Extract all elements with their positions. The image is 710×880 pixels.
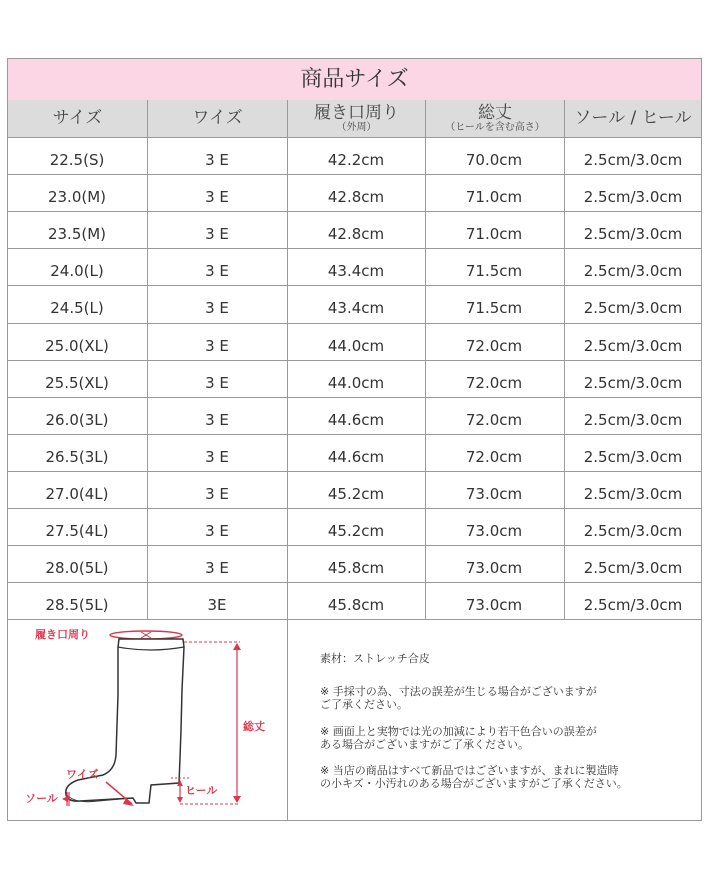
table-cell: 3 E bbox=[205, 151, 229, 169]
table-cell: 3 E bbox=[205, 522, 229, 540]
table-cell: 3 E bbox=[205, 262, 229, 280]
boot-diagram bbox=[8, 620, 286, 820]
table-cell: 2.5cm/3.0cm bbox=[583, 596, 683, 614]
table-cell: 45.2cm bbox=[327, 485, 385, 503]
table-cell: 25.5(XL) bbox=[45, 374, 109, 392]
table-cell: 24.5(L) bbox=[50, 299, 104, 317]
table-cell: 2.5cm/3.0cm bbox=[583, 522, 683, 540]
table-cell: 44.6cm bbox=[327, 411, 385, 429]
header-width-label: ワイズ bbox=[192, 108, 243, 128]
table-cell: 2.5cm/3.0cm bbox=[583, 374, 683, 392]
table-cell: 3E bbox=[207, 596, 227, 614]
table-cell: 26.5(3L) bbox=[45, 448, 109, 466]
table-cell: 42.2cm bbox=[327, 151, 385, 169]
table-cell: 2.5cm/3.0cm bbox=[583, 559, 683, 577]
table-cell: 44.0cm bbox=[327, 374, 385, 392]
label-width: ワイズ bbox=[66, 768, 99, 781]
note-3-line-2: の小キズ・小汚れのある場合がございますがご了承ください。 bbox=[320, 777, 628, 790]
header-sole-heel bbox=[565, 100, 701, 137]
table-cell: 72.0cm bbox=[465, 448, 523, 466]
table-cell: 28.0(5L) bbox=[45, 559, 109, 577]
table-cell: 22.5(S) bbox=[49, 151, 105, 169]
table-cell: 25.0(XL) bbox=[45, 337, 109, 355]
table-cell: 73.0cm bbox=[465, 596, 523, 614]
table-cell: 28.5(5L) bbox=[45, 596, 109, 614]
table-cell: 45.8cm bbox=[327, 559, 385, 577]
row-divider bbox=[8, 137, 701, 138]
table-cell: 43.4cm bbox=[327, 299, 385, 317]
row-divider bbox=[8, 174, 701, 175]
note-3-line-1: ※ 当店の商品はすべて新品ではございますが、まれに製造時 bbox=[320, 764, 619, 777]
sole-arrowhead-icon bbox=[62, 796, 68, 802]
header-length bbox=[426, 100, 564, 137]
table-cell: 72.0cm bbox=[465, 374, 523, 392]
table-cell: 24.0(L) bbox=[50, 262, 104, 280]
table-cell: 3 E bbox=[205, 485, 229, 503]
note-1-line-1: ※ 手採寸の為、寸法の誤差が生じる場合がございますが bbox=[320, 685, 597, 698]
table-cell: 27.0(4L) bbox=[45, 485, 109, 503]
label-sole: ソール bbox=[25, 792, 58, 805]
table-cell: 2.5cm/3.0cm bbox=[583, 337, 683, 355]
header-size-label: サイズ bbox=[52, 108, 103, 128]
opening-arrow-icon bbox=[141, 632, 151, 638]
table-cell: 2.5cm/3.0cm bbox=[583, 299, 683, 317]
note-1-line-2: ご了承ください。 bbox=[320, 698, 408, 711]
row-divider bbox=[8, 397, 701, 398]
header-opening bbox=[288, 100, 425, 137]
row-divider bbox=[8, 285, 701, 286]
table-cell: 70.0cm bbox=[465, 151, 523, 169]
table-cell: 2.5cm/3.0cm bbox=[583, 411, 683, 429]
table-cell: 43.4cm bbox=[327, 262, 385, 280]
header-sole-heel-label: ソール / ヒール bbox=[574, 108, 692, 128]
label-length: 総丈 bbox=[243, 720, 265, 733]
table-cell: 42.8cm bbox=[327, 225, 385, 243]
header-opening-sublabel: （外周） bbox=[336, 122, 377, 133]
row-divider bbox=[8, 211, 701, 212]
table-title: 商品サイズ bbox=[8, 59, 701, 100]
header-opening-label: 履き口周り bbox=[314, 103, 399, 123]
table-cell: 45.8cm bbox=[327, 596, 385, 614]
row-divider bbox=[8, 508, 701, 509]
row-divider bbox=[8, 248, 701, 249]
table-cell: 26.0(3L) bbox=[45, 411, 109, 429]
table-cell: 71.5cm bbox=[465, 262, 523, 280]
row-divider bbox=[8, 323, 701, 324]
table-cell: 73.0cm bbox=[465, 559, 523, 577]
table-cell: 3 E bbox=[205, 411, 229, 429]
row-divider bbox=[8, 582, 701, 583]
table-cell: 73.0cm bbox=[465, 522, 523, 540]
material-note: 素材：ストレッチ合皮 bbox=[320, 652, 430, 665]
table-cell: 3 E bbox=[205, 559, 229, 577]
table-cell: 3 E bbox=[205, 225, 229, 243]
table-cell: 23.5(M) bbox=[47, 225, 107, 243]
table-cell: 3 E bbox=[205, 188, 229, 206]
note-2-line-1: ※ 画面上と実物では光の加減により若干色合いの誤差が bbox=[320, 725, 597, 738]
row-divider bbox=[8, 434, 701, 435]
header-width bbox=[148, 100, 287, 137]
table-cell: 72.0cm bbox=[465, 337, 523, 355]
row-divider bbox=[8, 545, 701, 546]
table-cell: 71.0cm bbox=[465, 225, 523, 243]
table-cell: 2.5cm/3.0cm bbox=[583, 188, 683, 206]
table-cell: 27.5(4L) bbox=[45, 522, 109, 540]
label-heel: ヒール bbox=[185, 784, 218, 797]
table-cell: 23.0(M) bbox=[47, 188, 107, 206]
table-cell: 44.0cm bbox=[327, 337, 385, 355]
table-cell: 2.5cm/3.0cm bbox=[583, 225, 683, 243]
label-opening: 履き口周り bbox=[35, 628, 90, 641]
table-cell: 71.5cm bbox=[465, 299, 523, 317]
note-2-line-2: ある場合がございますがご了承ください。 bbox=[320, 738, 529, 751]
table-cell: 3 E bbox=[205, 374, 229, 392]
table-cell: 42.8cm bbox=[327, 188, 385, 206]
table-cell: 2.5cm/3.0cm bbox=[583, 485, 683, 503]
header-length-sublabel: （ヒールを含む高さ） bbox=[445, 122, 545, 133]
header-row bbox=[8, 100, 701, 137]
table-cell: 2.5cm/3.0cm bbox=[583, 448, 683, 466]
table-cell: 2.5cm/3.0cm bbox=[583, 262, 683, 280]
table-cell: 3 E bbox=[205, 337, 229, 355]
row-divider bbox=[8, 471, 701, 472]
table-cell: 3 E bbox=[205, 448, 229, 466]
table-cell: 2.5cm/3.0cm bbox=[583, 151, 683, 169]
table-cell: 72.0cm bbox=[465, 411, 523, 429]
table-cell: 71.0cm bbox=[465, 188, 523, 206]
table-cell: 73.0cm bbox=[465, 485, 523, 503]
table-cell: 45.2cm bbox=[327, 522, 385, 540]
table-cell: 3 E bbox=[205, 299, 229, 317]
row-divider bbox=[8, 360, 701, 361]
table-cell: 44.6cm bbox=[327, 448, 385, 466]
header-length-label: 総丈 bbox=[478, 103, 512, 123]
header-size bbox=[8, 100, 147, 137]
